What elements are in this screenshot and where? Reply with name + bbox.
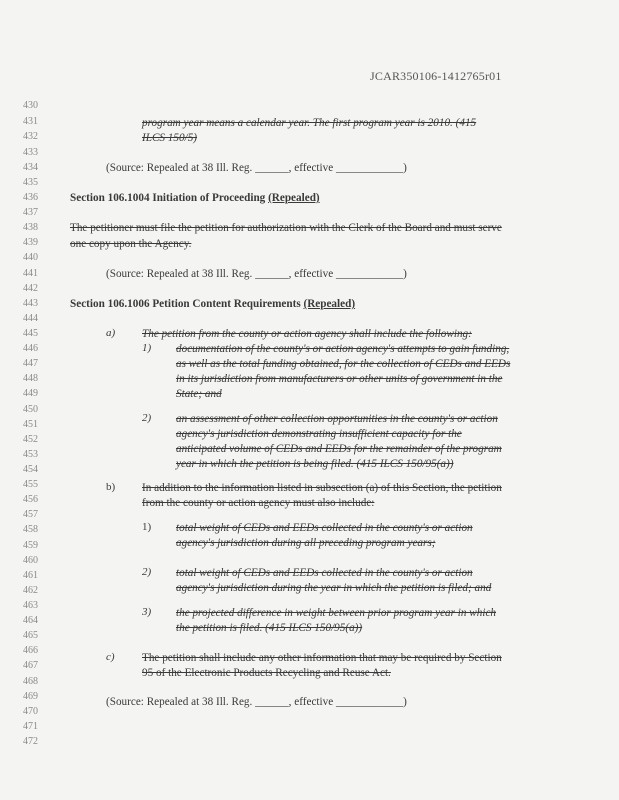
line-number: 464 [23,615,38,626]
line-number: 437 [23,207,38,218]
line-number: 440 [23,252,38,263]
line-number: 472 [23,736,38,747]
repealed-label: (Repealed) [303,298,356,310]
section-title: Section 106.1006 Petition Content Requirements [70,298,301,310]
line-number: 434 [23,162,38,173]
line-number: 456 [23,494,38,505]
line-number: 461 [23,570,38,581]
item-marker: 3) [142,606,152,618]
source-note: (Source: Repealed at 38 Ill. Reg. ______, effective ____________) [106,162,407,174]
subsection-text: In addition to the information listed in subsection (a) of this Section, the petition [142,482,502,494]
source-note: (Source: Repealed at 38 Ill. Reg. ______, effective ____________) [106,696,407,708]
program-year-text: ILCS 150/5) [142,132,198,144]
line-number: 471 [23,721,38,732]
item-text: State; and [176,388,222,400]
line-number: 460 [23,555,38,566]
line-number: 448 [23,373,38,384]
line-number: 432 [23,131,38,142]
line-number: 463 [23,600,38,611]
line-number: 441 [23,268,38,279]
program-year-text: program year means a calendar year. The first program year is 2010. (415 [142,117,477,129]
subsection-text: from the county or action agency must also include: [142,497,375,509]
line-number: 455 [23,479,38,490]
section-heading [70,190,320,206]
item-text: anticipated volume of CEDs and EEDs for the remainder of the program [176,443,502,455]
item-text: total weight of CEDs and EEDs collected in the county's or action [176,567,473,579]
body-text: one copy upon the Agency. [70,238,192,250]
subsection-text: 95 of the Electronic Products Recycling and Reuse Act. [142,667,391,679]
item-text: an assessment of other collection opportunities in the county's or action [176,413,498,425]
line-number: 451 [23,419,38,430]
line-number: 470 [23,706,38,717]
item-text: in its jurisdiction from manufacturers or other units of government in the [176,373,503,385]
line-number: 443 [23,298,38,309]
line-number: 439 [23,237,38,248]
line-number: 458 [23,524,38,535]
item-text: as well as the total funding obtained, for the collection of CEDs and EEDs [176,358,511,370]
line-number: 447 [23,358,38,369]
body-text: The petitioner must file the petition for authorization with the Clerk of the Board and must serve [70,222,502,234]
line-number: 450 [23,404,38,415]
subsection-marker: a) [106,327,116,339]
line-number: 444 [23,313,38,324]
line-number: 467 [23,660,38,671]
line-number: 446 [23,343,38,354]
line-number: 445 [23,328,38,339]
line-number: 438 [23,222,38,233]
item-text: total weight of CEDs and EEDs collected in the county's or action [176,522,473,534]
subsection-text: The petition shall include any other information that may be required by Section [142,652,502,664]
source-note: (Source: Repealed at 38 Ill. Reg. ______, effective ____________) [106,268,407,280]
line-number: 454 [23,464,38,475]
subsection-marker: c) [106,651,115,663]
line-number: 457 [23,509,38,520]
line-number: 435 [23,177,38,188]
item-text: agency's jurisdiction during the year in which the petition is filed; and [176,582,492,594]
subsection-marker: b) [106,481,116,493]
line-number: 431 [23,116,38,127]
line-number: 459 [23,540,38,551]
document-id: JCAR350106-1412765r01 [370,69,502,83]
section-heading [70,296,355,312]
line-number: 433 [23,147,38,158]
section-title: Section 106.1004 Initiation of Proceeding [70,192,266,204]
item-marker: 2) [142,566,152,578]
item-marker: 1) [142,342,152,354]
line-number: 469 [23,691,38,702]
line-number: 430 [23,100,38,111]
item-text: the petition is filed. (415 ILCS 150/95(a)) [176,622,363,634]
item-text: agency's jurisdiction during all preceding program years; [176,537,436,549]
line-number: 453 [23,449,38,460]
line-number: 465 [23,630,38,641]
item-text: the projected difference in weight between prior program year in which [176,607,497,619]
line-number: 449 [23,388,38,399]
line-number: 462 [23,585,38,596]
line-number: 452 [23,434,38,445]
line-number: 442 [23,283,38,294]
item-text: year in which the petition is being filed. (415 ILCS 150/95(a)) [176,458,454,470]
item-marker: 1) [142,521,152,533]
item-marker: 2) [142,412,152,424]
item-text: documentation of the county's or action agency's attempts to gain funding, [176,343,510,355]
subsection-text: The petition from the county or action agency shall include the following: [142,328,472,340]
item-text: agency's jurisdiction demonstrating insufficient capacity for the [176,428,462,440]
repealed-label: (Repealed) [268,192,320,204]
line-number: 468 [23,676,38,687]
line-number: 436 [23,192,38,203]
line-number: 466 [23,645,38,656]
